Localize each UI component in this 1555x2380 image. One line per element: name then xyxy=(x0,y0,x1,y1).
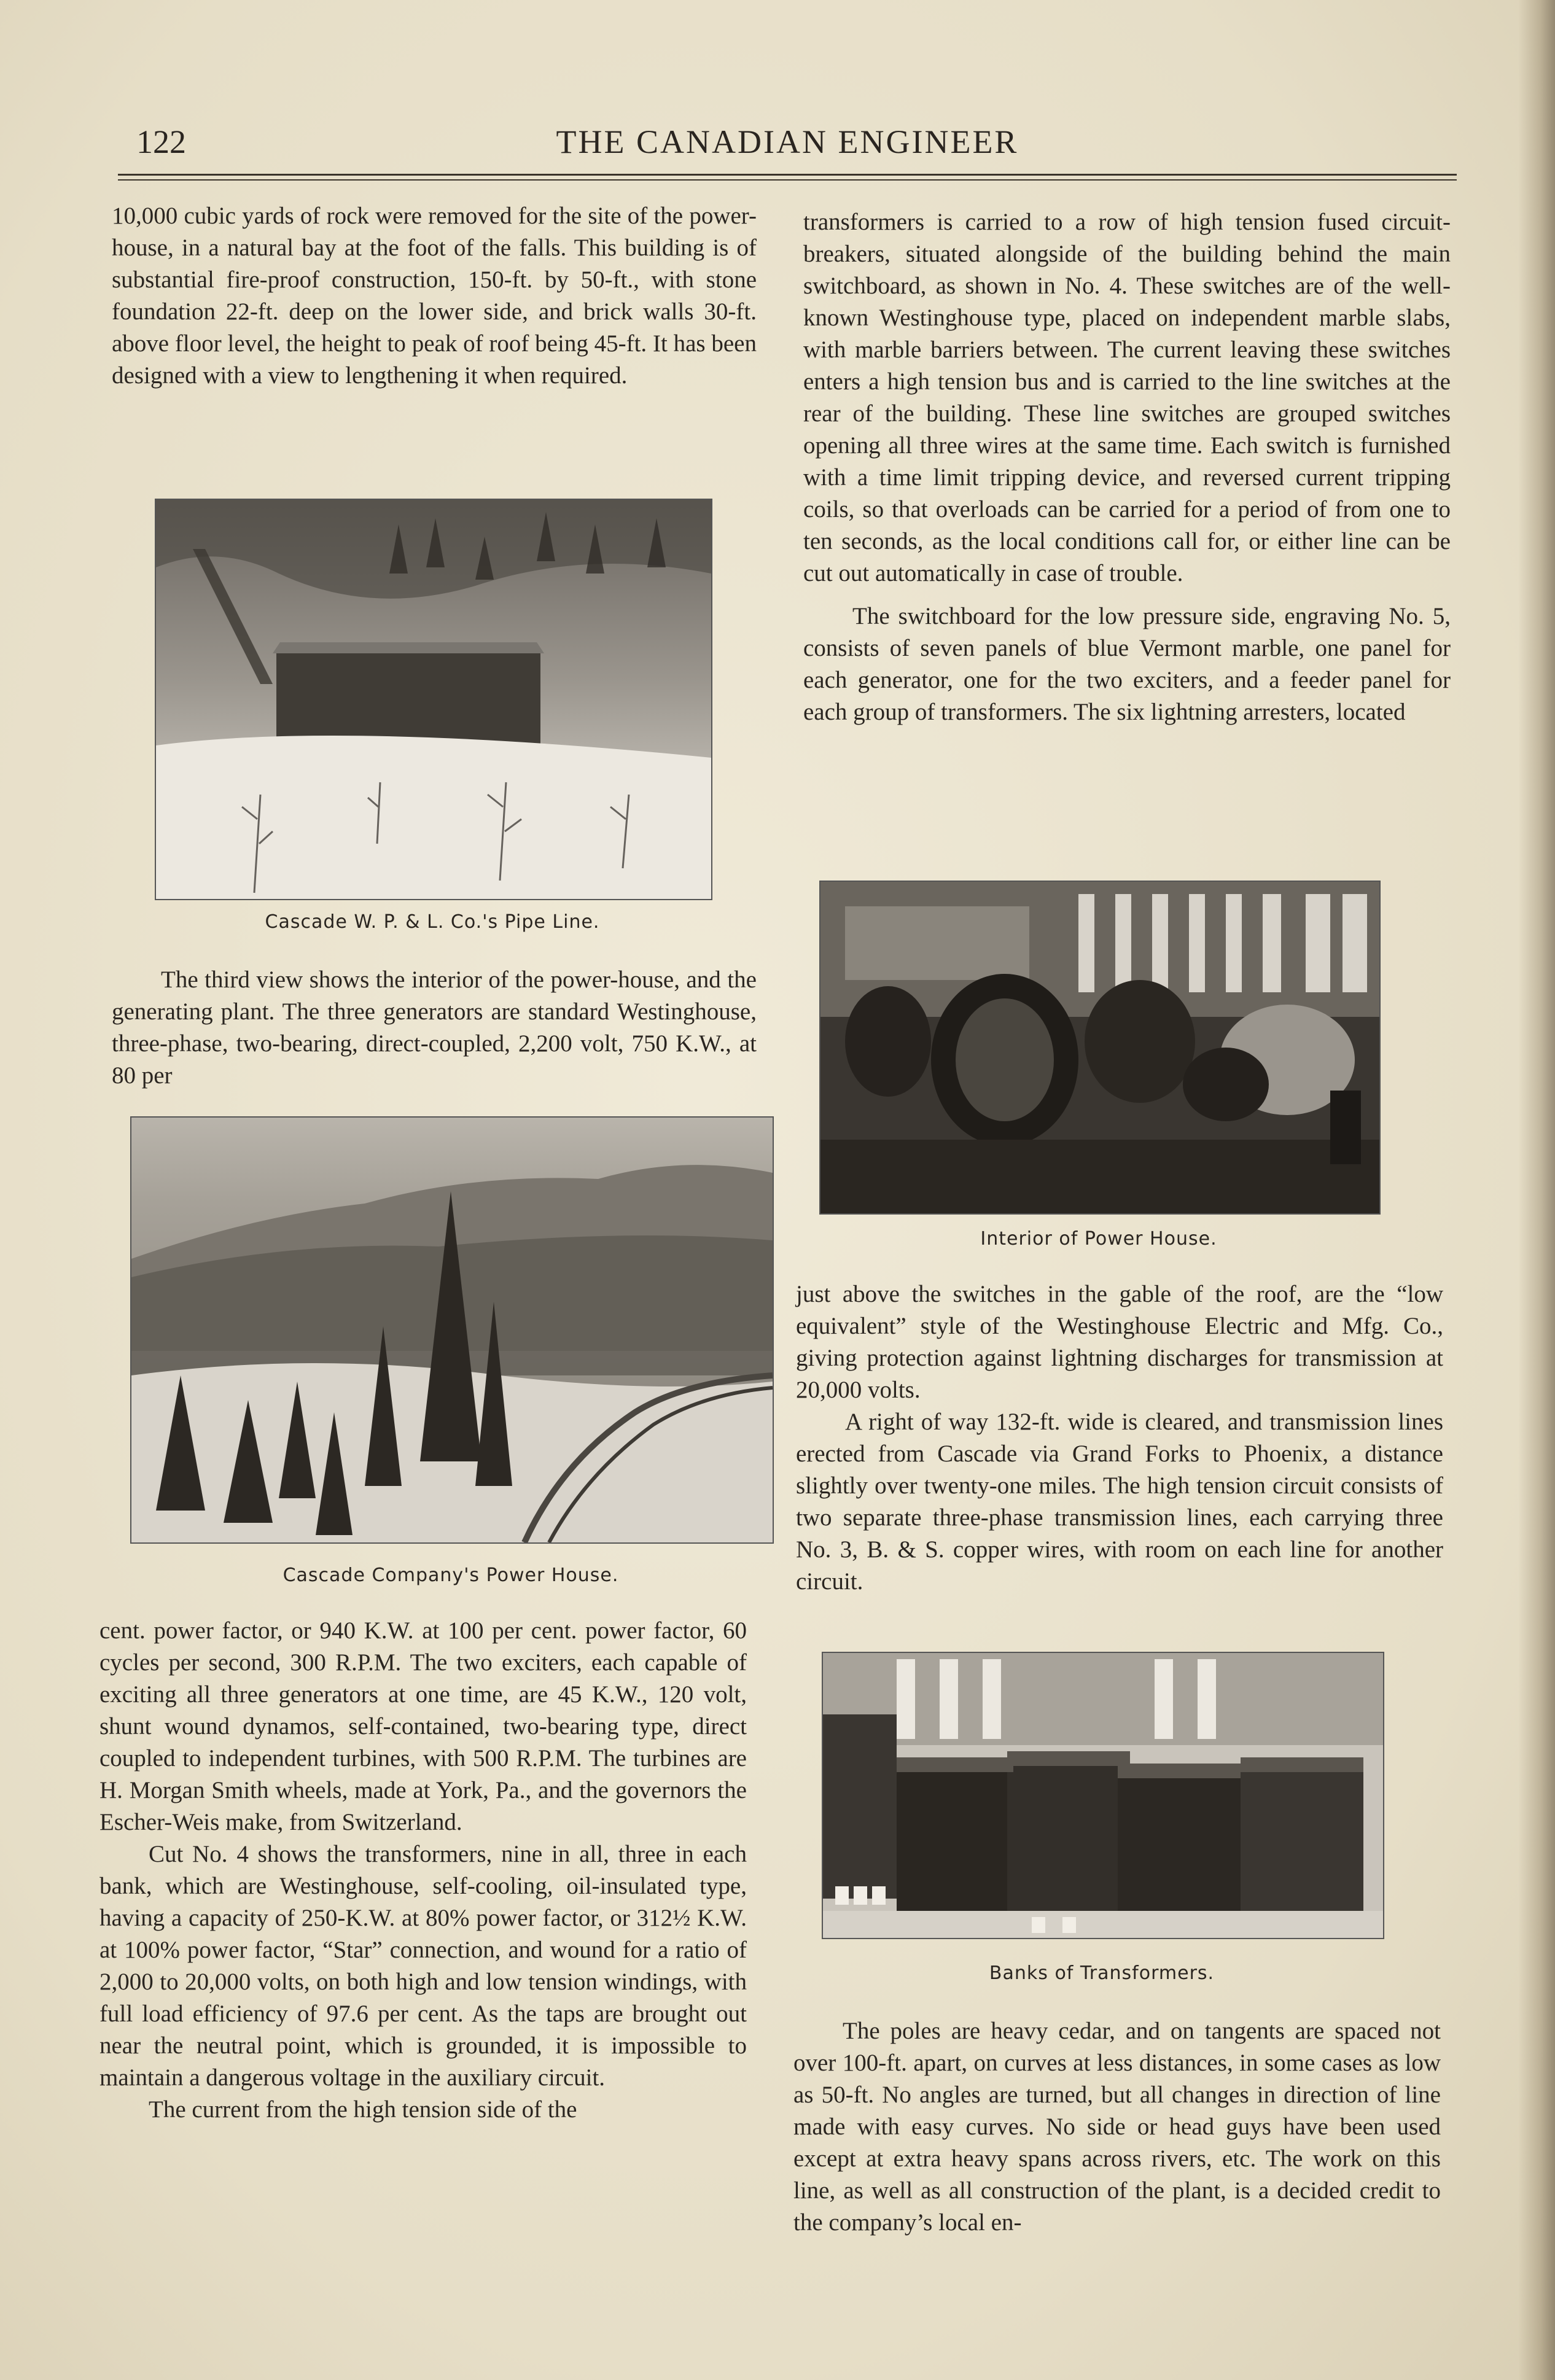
figure-pipe-line xyxy=(155,499,712,900)
paragraph: 10,000 cubic yards of rock were removed for the site of the power-house, in a natural bay at the foot of the falls. This building is of substantial fire-proof construction, 150-ft. by 50-ft., with stone foundation 22-ft. deep on the lower side, and brick walls 30-ft. above floor level, the height to peak of roof being 45-ft. It has been designed with a view to lengthening it when required. xyxy=(112,203,757,389)
caption-interior: Interior of Power House. xyxy=(980,1228,1217,1250)
left-column-block-1 xyxy=(112,200,757,392)
left-column-block-2 xyxy=(112,964,757,1092)
right-column-block-3 xyxy=(793,2015,1441,2239)
page-number: 122 xyxy=(136,123,186,160)
running-title: THE CANADIAN ENGINEER xyxy=(556,123,1019,160)
figure-power-house xyxy=(130,1116,774,1544)
paragraph: transformers is carried to a row of high tension fused circuit-breakers, situated alongside of the building behind the main switchboard, as shown in No. 4. These switches are of the well-known Westinghouse type, placed on independent marble slabs, with marble barriers between. The current leaving these switches enters a high tension bus and is carried to the line switches at the rear of the building. These line switches are grouped switches opening all three wires at the same time. Each switch is furnished with a time limit tripping device, and reversed current tripping coils, so that overloads can be carried for a period of from one to ten seconds, as the local conditions call for, or either line can be cut out automatically in case of trouble. xyxy=(803,209,1451,586)
paragraph: just above the switches in the gable of the roof, are the “low equivalent” style of the Westinghouse Electric and Mfg. Co., giving protection against lightning discharges for transmission at 20,000 volts. xyxy=(796,1281,1443,1403)
paragraph: A right of way 132-ft. wide is cleared, and transmission lines erected from Cascade via Grand Forks to Phoenix, a distance slightly over twenty-one miles. The high tension circuit consists of two separate three-phase transmission lines, each carrying three No. 3, B. & S. copper wires, with room on each line for another circuit. xyxy=(796,1409,1443,1595)
right-column-block-1 xyxy=(803,206,1451,728)
paragraph: cent. power factor, or 940 K.W. at 100 per cent. power factor, 60 cycles per second, 300 R.P.M. The two exciters, each capable of exciting all three generators at one time, are 45 K.W., 120 volt, shunt wound dynamos, self-contained, two-bearing type, direct coupled to independent turbines, with 500 R.P.M. The turbines are H. Morgan Smith wheels, made at York, Pa., and the governors the Escher-Weis make, from Switzerland. xyxy=(99,1617,747,1835)
page-header xyxy=(118,117,1457,172)
caption-transformers: Banks of Transformers. xyxy=(989,1962,1215,1984)
paragraph: The poles are heavy cedar, and on tangents are spaced not over 100-ft. apart, on curves at less distances, in some cases as low as 50-ft. No angles are turned, but all changes in direction of line made with easy curves. No side or head guys have been used except at extra heavy spans across rivers, etc. The work on this line, as well as all construction of the plant, is a decided credit to the company’s local en- xyxy=(793,2018,1441,2236)
right-column-block-2 xyxy=(796,1278,1443,1598)
paragraph: The current from the high tension side of the xyxy=(149,2096,577,2123)
header-rule-bottom xyxy=(118,179,1457,181)
figure-interior xyxy=(819,881,1381,1215)
caption-pipe-line: Cascade W. P. & L. Co.'s Pipe Line. xyxy=(265,911,600,933)
transformers-photo xyxy=(823,1653,1383,1938)
page-edge-shadow xyxy=(1518,0,1555,2380)
header-rule-top xyxy=(118,174,1457,176)
interior-photo xyxy=(820,882,1379,1213)
figure-transformers xyxy=(822,1652,1384,1939)
pipe-line-photo xyxy=(156,500,711,899)
caption-power-house: Cascade Company's Power House. xyxy=(283,1565,619,1586)
power-house-photo xyxy=(131,1118,773,1542)
left-column-block-3 xyxy=(99,1615,747,2126)
paragraph: The third view shows the interior of the power-house, and the generating plant. The three generators are standard Westinghouse, three-phase, two-bearing, direct-coupled, 2,200 volt, 750 K.W., at 80 per xyxy=(112,966,757,1089)
paragraph: The switchboard for the low pressure side, engraving No. 5, consists of seven panels of blue Vermont marble, one panel for each generator, one for the two exciters, and a feeder panel for each group of transformers. The six lightning arresters, located xyxy=(803,603,1451,725)
paragraph: Cut No. 4 shows the transformers, nine in all, three in each bank, which are Westinghouse, self-cooling, oil-insulated type, having a capacity of 250-K.W. at 80% power factor, or 312½ K.W. at 100% power factor, “Star” connection, and wound for a ratio of 2,000 to 20,000 volts, on both high and low tension windings, with full load efficiency of 97.6 per cent. As the taps are brought out near the neutral point, which is grounded, it is impossible to maintain a dangerous voltage in the auxiliary circuit. xyxy=(99,1841,747,2091)
